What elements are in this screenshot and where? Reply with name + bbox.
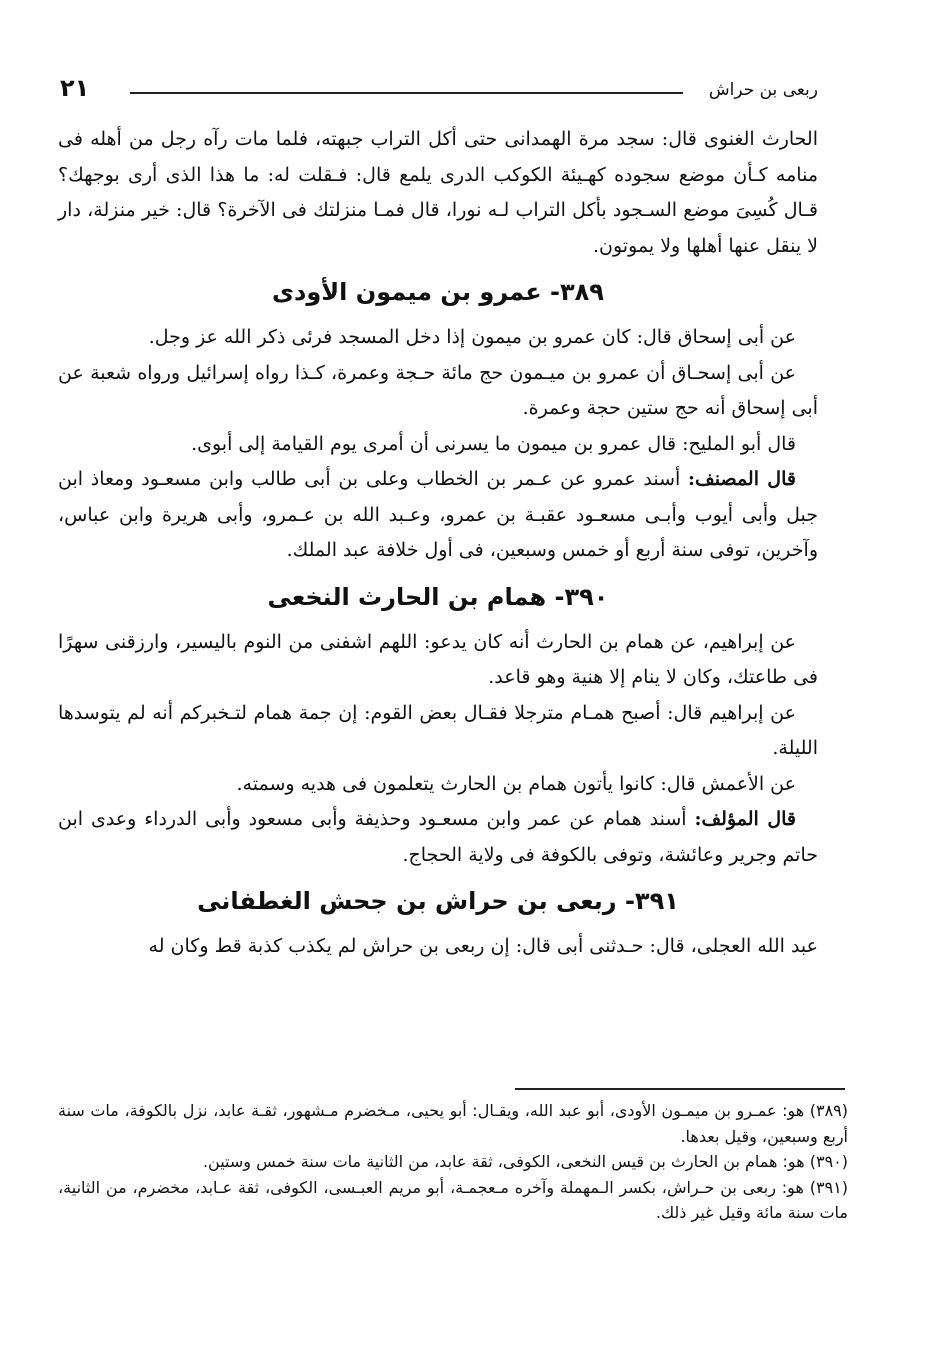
section-389-paragraph-4-text: أسند عمرو عن عـمر بن الخطاب وعلى بن أبى طالب وابن مسعـود ومعاذ ابن جبل وأبى أيوب وأبـى مسعـود عقبـة بن عمرو، وعـبد الله بن عـمرو، وأبى هريرة وابن عباس، وآخرين، توفى سنة أربع أو خمس وسبعين، فى أول خلافة عبد الملك. — [58, 468, 818, 561]
section-389-paragraph-2: عن أبى إسحـاق أن عمرو بن ميـمون حج مائة حـجة وعمرة، كـذا رواه إسرائيل ورواه شعبة عن أبى إسحاق أنه حج ستين حجة وعمرة. — [58, 361, 818, 419]
section-390-paragraph-4 — [58, 802, 818, 873]
section-389-paragraph-3: قال أبو المليح: قال عمرو بن ميمون ما يسرنى أن أمرى يوم القيامة إلى أبوى. — [191, 432, 796, 455]
heading-389: ٣٨٩- عمرو بن ميمون الأودى — [272, 278, 604, 306]
section-389-paragraph-1: عن أبى إسحاق قال: كان عمرو بن ميمون إذا دخل المسجد فرئى ذكر الله عز وجل. — [148, 326, 796, 348]
section-389-paragraph-4 — [58, 462, 818, 569]
main-text — [58, 122, 818, 965]
header-rule — [130, 92, 683, 94]
author-label: قال المصنف: — [688, 468, 796, 490]
running-head: ربعى بن حراش — [708, 80, 818, 100]
section-390-paragraph-2: عن إبراهيم قال: أصبح همـام مترجلا فقـال بعض القوم: إن جمة همام لتـخبركم أنه لم يتوسدها الليلة. — [58, 701, 818, 759]
page-header — [60, 70, 818, 110]
heading-390: ٣٩٠- همام بن الحارث النخعى — [267, 582, 609, 611]
footnote-390: (٣٩٠) هو: همام بن الحارث بن قيس النخعى، الكوفى، ثقة عابد، من الثانية مات سنة خمس وستين. — [202, 1152, 848, 1171]
heading-391: ٣٩١- ربعى بن حراش بن جحش الغطفانى — [197, 887, 679, 915]
section-391-paragraph-1: عبد الله العجلى، قال: حـدثنى أبى قال: إن ربعى بن حراش لم يكذب كذبة قط وكان له — [148, 935, 818, 957]
footnote-389: (٣٨٩) هو: عمـرو بن ميمـون الأودى، أبو عبد الله، ويقـال: أبو يحيى، مـخضرم مـشهور، ثقـة عابد، نزل بالكوفة، مات سنة أربع وسبعين، وقيل بعدها. — [58, 1101, 848, 1146]
author-label: قال المؤلف: — [694, 808, 797, 830]
section-390-paragraph-4-text: أسند همام عن عمر وابن مسعـود وحذيفة وأبى مسعود وأبى الدرداء وعدى ابن حاتم وجرير وعائشة، وتوفى بالكوفة فى ولاية الحجاج. — [58, 808, 818, 866]
section-390-paragraph-3: عن الأعمش قال: كانوا يأتون همام بن الحارث يتعلمون فى هديه وسمته. — [236, 772, 796, 795]
page-number: ٢١ — [60, 74, 90, 102]
footnote-391: (٣٩١) هو: ربعى بن حـراش، بكسر الـمهملة وآخره مـعجمـة، أبو مريم العبـسى، الكوفى، ثقة عـابد، مخضرم، من الثانية، مات سنة مائة وقيل غير ذلك. — [58, 1177, 848, 1222]
section-390-paragraph-1: عن إبراهيم، عن همام بن الحارث أنه كان يدعو: اللهم اشفنى من النوم باليسير، وارزقنى سهرًا فى طاعتك، وكان لا ينام إلا هنية وهو قاعد. — [58, 630, 818, 688]
intro-paragraph: الحارث الغنوى قال: سجد مرة الهمدانى حتى أكل التراب جبهته، فلما مات رآه رجل من أهله فى منامه كـأن موضع سجوده كهـيئة الكوكب الدرى يلمع قال: فـقلت له: ما هذا الذى أرى بوجهك؟ قـال كُسِىَ موضع السـجود بأكل التراب لـه نورا، قال فمـا منزلتك فى الآخرة؟ قال: خير منزلة، دار لا ينقل عنها أهلها ولا يموتون. — [58, 128, 818, 257]
footnote-rule — [515, 1088, 845, 1090]
footnotes — [58, 1098, 848, 1226]
